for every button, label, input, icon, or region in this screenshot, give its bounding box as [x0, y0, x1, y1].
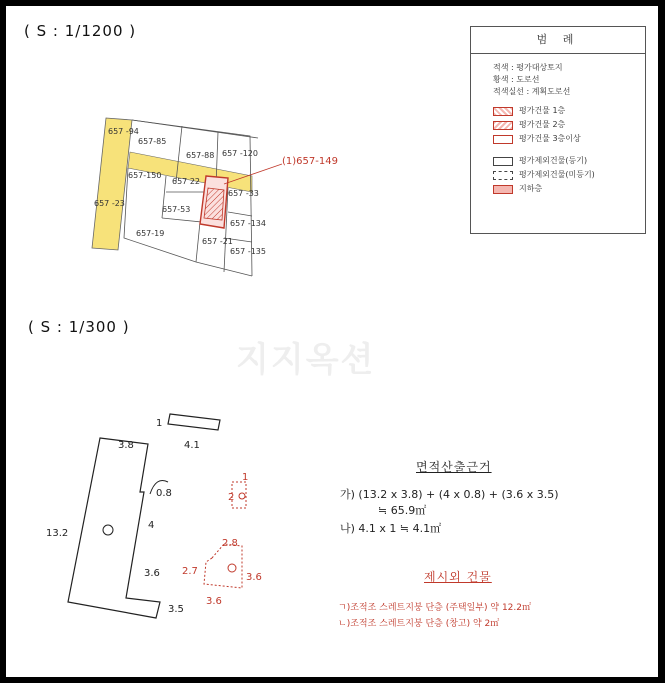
parcel-label: 657-85: [138, 137, 167, 146]
parcel-boundary: [196, 222, 200, 262]
subject-parcel-label: (1)657-149: [282, 156, 338, 167]
excluded-line: ㄴ)조적조 스레트지붕 단층 (창고) 약 2㎡: [338, 619, 500, 629]
area-calc-title: 면적산출근거: [416, 460, 492, 474]
legend-line: 적색 : 평가대상토지: [493, 63, 563, 72]
parcel-label: 657 -120: [222, 149, 258, 158]
dim-label: 1: [156, 418, 163, 429]
dim-label: 0.8: [156, 488, 172, 499]
dim-label: 1: [242, 472, 249, 483]
excluded-building-outline: [204, 544, 242, 588]
subject-building: [204, 188, 224, 220]
cadastral-map: [6, 6, 658, 306]
building-mark-giyeok: [228, 564, 236, 572]
parcel-label: 657 -135: [230, 247, 266, 256]
appraisal-sheet: [6, 6, 658, 677]
parcel-label: 657-150: [128, 171, 162, 180]
parcel-label: 657 -33: [228, 189, 259, 198]
legend-symbol-row: 평가건물 2층: [493, 118, 645, 132]
dim-label: 3.5: [168, 604, 184, 615]
building-mark-ga: [103, 525, 113, 535]
parcel-boundary: [132, 120, 258, 138]
dim-label: 3.6: [206, 596, 222, 607]
parcel-boundary: [228, 212, 252, 216]
scale-label-top: ( S : 1/1200 ): [24, 22, 137, 40]
parcel-label: 657 -94: [108, 127, 139, 136]
legend-symbol-row: 평가제외건물(미등기): [493, 168, 645, 182]
parcel-label: 657-88: [186, 151, 215, 160]
dim-label: 2.8: [222, 538, 238, 549]
legend-line: 황색 : 도로선: [493, 75, 540, 84]
dim-label: 3.8: [118, 440, 134, 451]
dim-label: 4.1: [184, 440, 200, 451]
dim-label: 4: [148, 520, 155, 531]
legend-symbol-row: 평가제외건물(등기): [493, 154, 645, 168]
legend-symbol-row: 지하층: [493, 182, 645, 196]
parcel-label: 657-19: [136, 229, 165, 238]
area-calc-line: 나) 4.1 x 1 ≒ 4.1㎡: [340, 522, 442, 535]
main-building-outline: [68, 438, 160, 618]
excluded-title: 제시외 건물: [424, 570, 492, 584]
parcel-label: 657 22: [172, 177, 200, 186]
dim-label: 2.7: [182, 566, 198, 577]
building-plan: [6, 386, 336, 626]
parcel-label: 657 -23: [94, 199, 125, 208]
area-calc-line: 가) (13.2 x 3.8) + (4 x 0.8) + (3.6 x 3.5): [340, 488, 559, 501]
dim-label: 3.6: [144, 568, 160, 579]
scale-label-bottom: ( S : 1/300 ): [28, 318, 130, 336]
road-area: [92, 118, 132, 250]
parcel-label: 657 -134: [230, 219, 266, 228]
legend-symbol-row: 평가건물 3층이상: [493, 132, 645, 146]
dim-label: 2: [228, 492, 235, 503]
parcel-label: 657-53: [162, 205, 191, 214]
watermark: 지지옥션: [236, 340, 376, 380]
dim-label: 13.2: [46, 528, 69, 539]
excluded-line: ㄱ)조적조 스레트지붕 단층 (주택일부) 약 12.2㎡: [338, 603, 531, 613]
parcel-label: 657 -21: [202, 237, 233, 246]
building-mark-nieun: [239, 493, 245, 499]
legend-symbol-row: 평가건물 1층: [493, 104, 645, 118]
area-calc-line: ≒ 65.9㎡: [378, 504, 427, 517]
annex-outline: [168, 414, 220, 430]
dim-label: 3.6: [246, 572, 262, 583]
legend-title: 범 례: [471, 27, 645, 54]
legend-line: 적색실선 : 계획도로선: [493, 87, 571, 96]
